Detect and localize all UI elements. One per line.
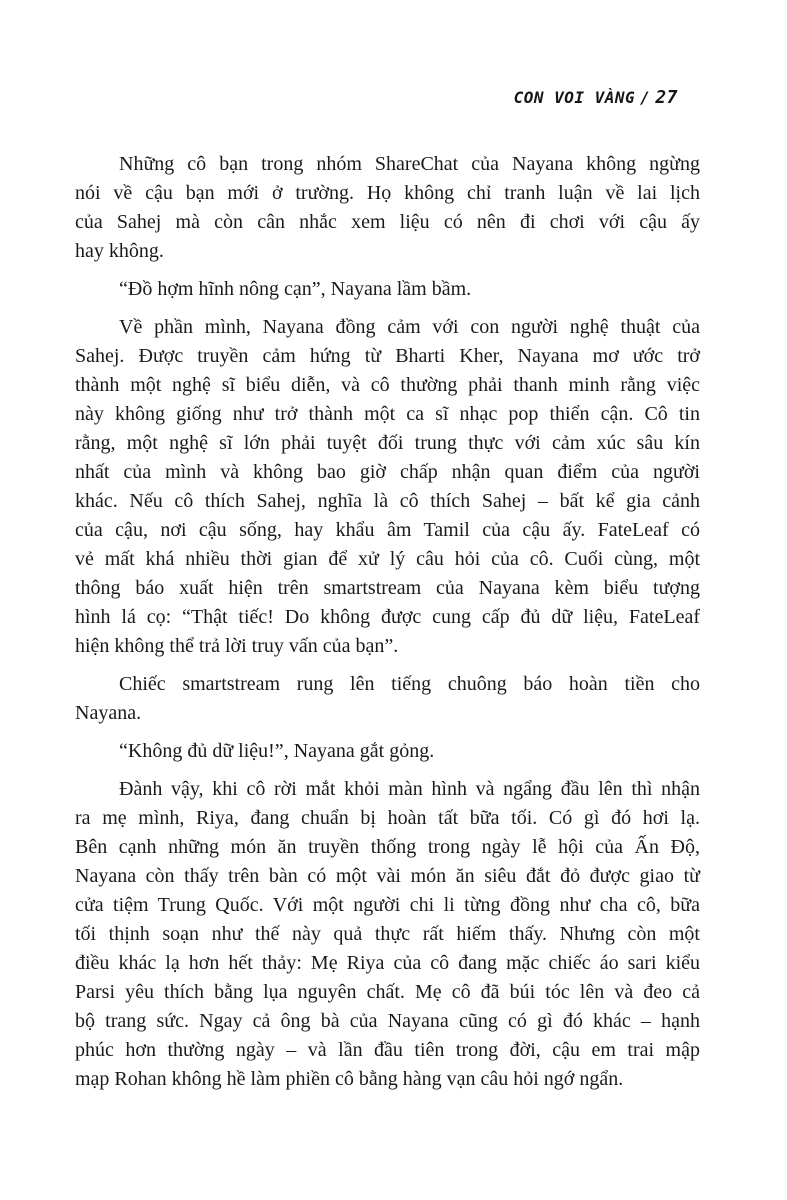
text-line: Đành vậy, khi cô rời mắt khỏi màn hình và ngẩng đầu lên thì nhận [119,778,700,800]
text-line: Parsi yêu thích bằng lụa nguyên chất. Mẹ cô đã búi tóc lên và đeo cả [75,981,700,1003]
text-line: khác. Nếu cô thích Sahej, nghĩa là cô thích Sahej – bất kể gia cảnh [75,490,700,512]
text-line: thành một nghệ sĩ biểu diễn, và cô thường phải thanh minh rằng việc [75,374,700,396]
text-line: rằng, một nghệ sĩ lớn phải tuyệt đối trung thực với cảm xúc sâu kín [75,432,700,454]
running-title: CON VOI VÀNG [513,88,636,107]
text-line: hay không. [75,240,164,262]
paragraph [75,313,700,661]
text-line: hiện không thể trả lời truy vấn của bạn”. [75,635,399,657]
paragraph [75,775,700,1094]
page-header [75,88,700,108]
text-line: vẻ mất khá nhiều thời gian để xử lý câu hỏi của cô. Cuối cùng, một [75,548,700,570]
text-line: của cậu, nơi cậu sống, hay khẩu âm Tamil của cậu ấy. FateLeaf có [75,519,700,541]
text-line: Bên cạnh những món ăn truyền thống trong ngày lễ hội của Ấn Độ, [75,836,700,858]
text-line: này không giống như trở thành một ca sĩ nhạc pop thiển cận. Cô tin [75,403,700,425]
text-line: Những cô bạn trong nhóm ShareChat của Nayana không ngừng [119,153,700,175]
text-line: nói về cậu bạn mới ở trường. Họ không chỉ tranh luận về lai lịch [75,182,700,204]
text-line: thông báo xuất hiện trên smartstream của Nayana kèm biểu tượng [75,577,700,599]
paragraph [75,670,700,728]
page-number: 27 [655,87,678,108]
text-line: của Sahej mà còn cân nhắc xem liệu có nên đi chơi với cậu ấy [75,211,700,233]
text-line: bộ trang sức. Ngay cả ông bà của Nayana cũng có gì đó khác – hạnh [75,1010,700,1032]
text-line: Về phần mình, Nayana đồng cảm với con người nghệ thuật của [119,316,700,338]
text-line: ra mẹ mình, Riya, đang chuẩn bị hoàn tất bữa tối. Có gì đó hơi lạ. [75,807,700,829]
text-line: Sahej. Được truyền cảm hứng từ Bharti Kher, Nayana mơ ước trở [75,345,700,367]
text-line: “Không đủ dữ liệu!”, Nayana gắt gỏng. [119,740,435,762]
paragraph [75,150,700,266]
text-line: tối thịnh soạn như thế này quả thực rất hiếm thấy. Nhưng còn một [75,923,700,945]
text-line: mạp Rohan không hề làm phiền cô bằng hàng vạn câu hỏi ngớ ngẩn. [75,1068,624,1090]
page-body [75,150,700,1094]
text-line: Nayana. [75,702,142,724]
text-line: hình lá cọ: “Thật tiếc! Do không được cung cấp đủ dữ liệu, FateLeaf [75,606,700,628]
text-line: cửa tiệm Trung Quốc. Với một người chi li từng đồng như cha cô, bữa [75,894,700,916]
text-line: nhất của mình và không bao giờ chấp nhận quan điểm của người [75,461,700,483]
text-line: điều khác lạ hơn hết thảy: Mẹ Riya của cô đang mặc chiếc áo sari kiểu [75,952,700,974]
header-separator: / [640,88,651,107]
text-line: Chiếc smartstream rung lên tiếng chuông báo hoàn tiền cho [119,673,700,695]
paragraph [75,737,700,766]
text-line: phúc hơn thường ngày – và lần đầu tiên trong đời, cậu em trai mập [75,1039,700,1061]
text-line: “Đồ hợm hĩnh nông cạn”, Nayana lầm bầm. [119,278,472,300]
paragraph [75,275,700,304]
text-line: Nayana còn thấy trên bàn có một vài món ăn siêu đắt đỏ được giao từ [75,865,700,887]
